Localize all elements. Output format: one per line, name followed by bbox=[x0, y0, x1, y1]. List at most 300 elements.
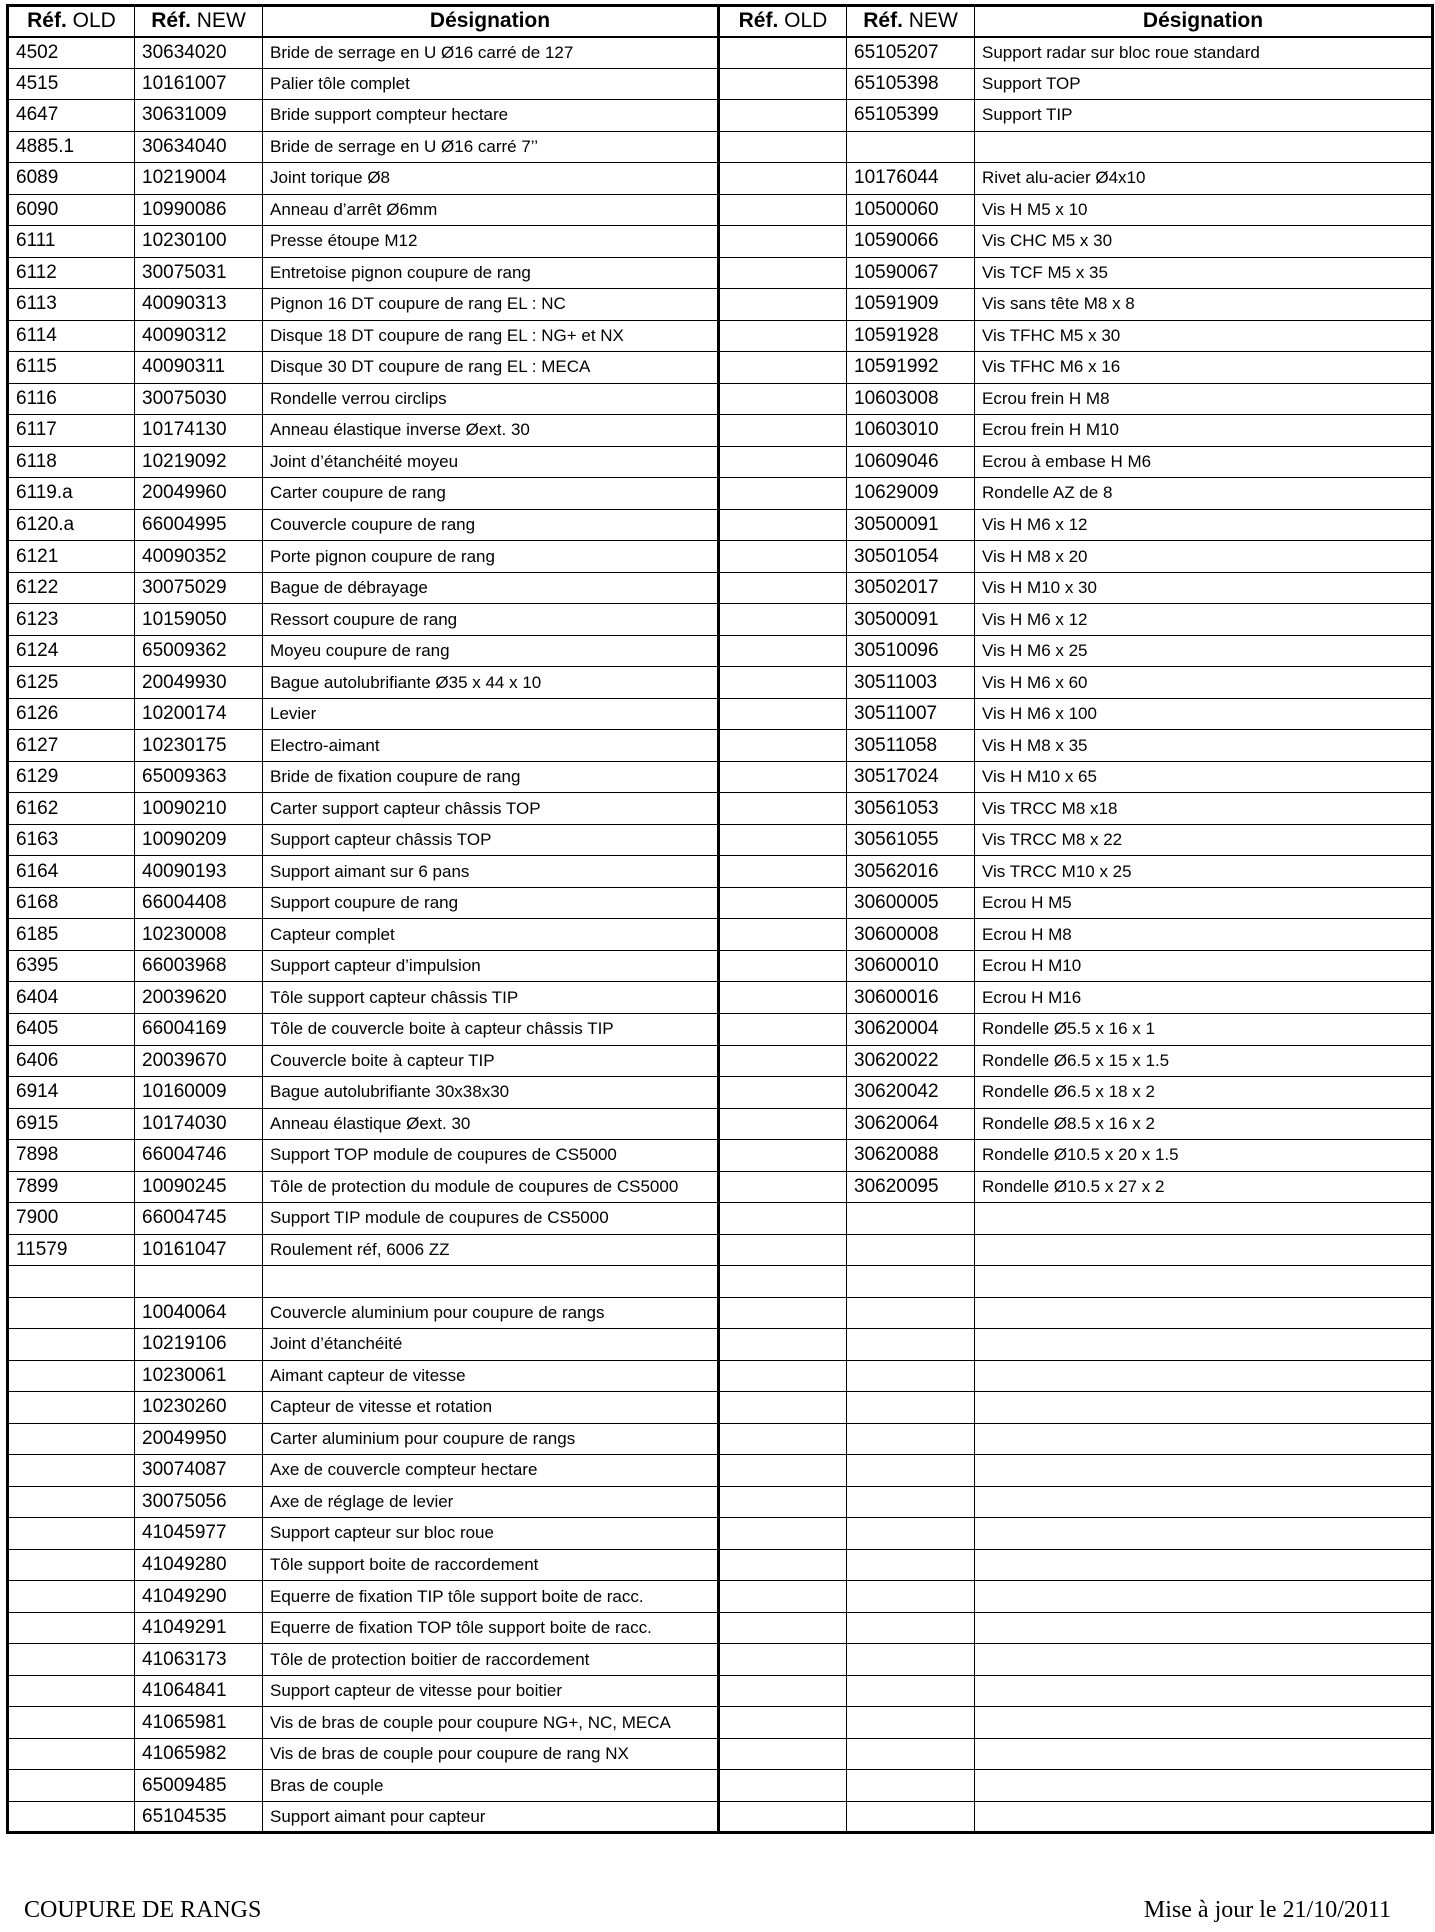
ref-old-cell-2 bbox=[719, 1581, 847, 1613]
designation-cell: Couvercle coupure de rang bbox=[263, 509, 719, 541]
ref-old-cell-2 bbox=[719, 1077, 847, 1109]
ref-old-cell-2 bbox=[719, 1455, 847, 1487]
table-row bbox=[8, 1486, 1433, 1518]
ref-old-cell-2 bbox=[719, 478, 847, 510]
ref-old-cell: 6119.a bbox=[8, 478, 135, 510]
ref-old-cell-2 bbox=[719, 1140, 847, 1172]
ref-old-cell-2 bbox=[719, 1486, 847, 1518]
designation-cell-2 bbox=[975, 1423, 1433, 1455]
table-row bbox=[8, 446, 1433, 478]
ref-new-cell: 41065981 bbox=[135, 1707, 263, 1739]
designation-cell-2: Vis TRCC M10 x 25 bbox=[975, 856, 1433, 888]
ref-old-cell-2 bbox=[719, 68, 847, 100]
ref-old-cell-2 bbox=[719, 1234, 847, 1266]
ref-old-cell-2 bbox=[719, 1329, 847, 1361]
designation-cell-2 bbox=[975, 1392, 1433, 1424]
ref-new-cell-2 bbox=[847, 1203, 975, 1235]
designation-cell: Support TIP module de coupures de CS5000 bbox=[263, 1203, 719, 1235]
ref-old-cell-2 bbox=[719, 698, 847, 730]
ref-old-cell-2 bbox=[719, 1675, 847, 1707]
table-row bbox=[8, 1801, 1433, 1833]
designation-cell: Carter coupure de rang bbox=[263, 478, 719, 510]
ref-new-cell: 10230100 bbox=[135, 226, 263, 258]
designation-cell-2 bbox=[975, 1360, 1433, 1392]
table-row bbox=[8, 68, 1433, 100]
designation-cell: Disque 30 DT coupure de rang EL : MECA bbox=[263, 352, 719, 384]
designation-cell-2: Ecrou H M16 bbox=[975, 982, 1433, 1014]
designation-cell-2 bbox=[975, 1329, 1433, 1361]
table-row bbox=[8, 352, 1433, 384]
designation-cell: Bras de couple bbox=[263, 1770, 719, 1802]
designation-cell: Tôle support boite de raccordement bbox=[263, 1549, 719, 1581]
ref-new-cell-2 bbox=[847, 1581, 975, 1613]
designation-cell-2 bbox=[975, 1455, 1433, 1487]
ref-new-cell-2: 30600008 bbox=[847, 919, 975, 951]
ref-old-cell: 6168 bbox=[8, 887, 135, 919]
designation-cell: Rondelle verrou circlips bbox=[263, 383, 719, 415]
ref-new-cell: 10159050 bbox=[135, 604, 263, 636]
ref-old-cell-2 bbox=[719, 289, 847, 321]
designation-cell-2: Vis CHC M5 x 30 bbox=[975, 226, 1433, 258]
designation-cell-2: Vis TFHC M5 x 30 bbox=[975, 320, 1433, 352]
ref-new-cell-2: 10609046 bbox=[847, 446, 975, 478]
ref-old-cell-2 bbox=[719, 950, 847, 982]
designation-cell: Roulement réf, 6006 ZZ bbox=[263, 1234, 719, 1266]
ref-new-cell: 66003968 bbox=[135, 950, 263, 982]
ref-old-cell-2 bbox=[719, 856, 847, 888]
ref-new-cell-2: 30620022 bbox=[847, 1045, 975, 1077]
ref-old-cell-2 bbox=[719, 541, 847, 573]
table-row bbox=[8, 1392, 1433, 1424]
ref-old-cell bbox=[8, 1581, 135, 1613]
table-row bbox=[8, 1171, 1433, 1203]
ref-new-cell-2: 30620042 bbox=[847, 1077, 975, 1109]
designation-cell-2: Vis H M6 x 12 bbox=[975, 509, 1433, 541]
designation-cell-2 bbox=[975, 1549, 1433, 1581]
table-row bbox=[8, 1707, 1433, 1739]
designation-cell: Carter aluminium pour coupure de rangs bbox=[263, 1423, 719, 1455]
ref-new-cell bbox=[135, 1266, 263, 1298]
designation-cell-2: Vis H M10 x 65 bbox=[975, 761, 1433, 793]
table-row bbox=[8, 1234, 1433, 1266]
ref-new-cell: 10230175 bbox=[135, 730, 263, 762]
designation-cell: Porte pignon coupure de rang bbox=[263, 541, 719, 573]
ref-old-cell: 6163 bbox=[8, 824, 135, 856]
table-row bbox=[8, 383, 1433, 415]
ref-old-cell: 6915 bbox=[8, 1108, 135, 1140]
designation-cell: Bague de débrayage bbox=[263, 572, 719, 604]
ref-new-cell-2 bbox=[847, 1518, 975, 1550]
ref-old-cell-2 bbox=[719, 1738, 847, 1770]
ref-old-cell: 6113 bbox=[8, 289, 135, 321]
ref-new-cell: 10090209 bbox=[135, 824, 263, 856]
ref-new-cell-2 bbox=[847, 1707, 975, 1739]
designation-cell-2: Rondelle Ø6.5 x 15 x 1.5 bbox=[975, 1045, 1433, 1077]
footer-section-title: COUPURE DE RANGS bbox=[24, 1897, 262, 1923]
ref-old-cell: 6406 bbox=[8, 1045, 135, 1077]
table-row bbox=[8, 1108, 1433, 1140]
ref-new-cell-2 bbox=[847, 1234, 975, 1266]
ref-new-cell: 10160009 bbox=[135, 1077, 263, 1109]
ref-new-cell-2: 10591992 bbox=[847, 352, 975, 384]
designation-cell-2: Rondelle AZ de 8 bbox=[975, 478, 1433, 510]
ref-old-cell-2 bbox=[719, 1770, 847, 1802]
designation-cell-2 bbox=[975, 1266, 1433, 1298]
ref-new-cell-2 bbox=[847, 1675, 975, 1707]
ref-new-cell-2: 30561053 bbox=[847, 793, 975, 825]
header-designation: Désignation bbox=[263, 6, 719, 37]
ref-new-cell-2 bbox=[847, 1738, 975, 1770]
designation-cell bbox=[263, 1266, 719, 1298]
designation-cell: Anneau d’arrêt Ø6mm bbox=[263, 194, 719, 226]
ref-old-cell bbox=[8, 1738, 135, 1770]
table-row bbox=[8, 856, 1433, 888]
ref-old-cell: 6121 bbox=[8, 541, 135, 573]
table-row bbox=[8, 1140, 1433, 1172]
designation-cell: Bride support compteur hectare bbox=[263, 100, 719, 132]
ref-new-cell: 10090245 bbox=[135, 1171, 263, 1203]
designation-cell: Equerre de fixation TIP tôle support boite de racc. bbox=[263, 1581, 719, 1613]
designation-cell-2 bbox=[975, 1707, 1433, 1739]
ref-old-cell bbox=[8, 1423, 135, 1455]
designation-cell-2: Vis H M6 x 60 bbox=[975, 667, 1433, 699]
ref-new-cell: 10161007 bbox=[135, 68, 263, 100]
designation-cell-2: Vis TRCC M8 x18 bbox=[975, 793, 1433, 825]
ref-new-cell-2 bbox=[847, 1423, 975, 1455]
ref-old-cell bbox=[8, 1644, 135, 1676]
ref-new-cell-2 bbox=[847, 1266, 975, 1298]
designation-cell-2 bbox=[975, 1612, 1433, 1644]
designation-cell-2 bbox=[975, 1581, 1433, 1613]
table-row bbox=[8, 824, 1433, 856]
ref-old-cell: 6127 bbox=[8, 730, 135, 762]
designation-cell-2 bbox=[975, 1297, 1433, 1329]
ref-new-cell: 66004995 bbox=[135, 509, 263, 541]
designation-cell: Bride de serrage en U Ø16 carré 7’’ bbox=[263, 131, 719, 163]
table-row bbox=[8, 163, 1433, 195]
ref-new-cell-2: 30502017 bbox=[847, 572, 975, 604]
designation-cell-2: Ecrou H M5 bbox=[975, 887, 1433, 919]
designation-cell-2: Vis TRCC M8 x 22 bbox=[975, 824, 1433, 856]
ref-new-cell: 40090352 bbox=[135, 541, 263, 573]
ref-old-cell bbox=[8, 1612, 135, 1644]
table-row bbox=[8, 1013, 1433, 1045]
ref-old-cell: 6112 bbox=[8, 257, 135, 289]
designation-cell: Bague autolubrifiante 30x38x30 bbox=[263, 1077, 719, 1109]
ref-new-cell-2 bbox=[847, 1486, 975, 1518]
designation-cell: Carter support capteur châssis TOP bbox=[263, 793, 719, 825]
designation-cell: Electro-aimant bbox=[263, 730, 719, 762]
ref-new-cell: 65104535 bbox=[135, 1801, 263, 1833]
ref-new-cell: 20039670 bbox=[135, 1045, 263, 1077]
ref-old-cell-2 bbox=[719, 1203, 847, 1235]
ref-new-cell-2: 10591928 bbox=[847, 320, 975, 352]
ref-new-cell-2: 65105399 bbox=[847, 100, 975, 132]
ref-old-cell-2 bbox=[719, 257, 847, 289]
ref-new-cell: 20039620 bbox=[135, 982, 263, 1014]
designation-cell-2 bbox=[975, 1675, 1433, 1707]
ref-new-cell: 66004746 bbox=[135, 1140, 263, 1172]
header-designation-2: Désignation bbox=[975, 6, 1433, 37]
designation-cell: Presse étoupe M12 bbox=[263, 226, 719, 258]
ref-old-cell: 6114 bbox=[8, 320, 135, 352]
ref-old-cell-2 bbox=[719, 320, 847, 352]
ref-old-cell-2 bbox=[719, 604, 847, 636]
ref-old-cell bbox=[8, 1266, 135, 1298]
ref-old-cell-2 bbox=[719, 1360, 847, 1392]
ref-new-cell-2: 30500091 bbox=[847, 509, 975, 541]
ref-old-cell: 11579 bbox=[8, 1234, 135, 1266]
ref-new-cell-2 bbox=[847, 1801, 975, 1833]
designation-cell: Equerre de fixation TOP tôle support boite de racc. bbox=[263, 1612, 719, 1644]
designation-cell: Support TOP module de coupures de CS5000 bbox=[263, 1140, 719, 1172]
ref-old-cell-2 bbox=[719, 667, 847, 699]
table-row bbox=[8, 37, 1433, 69]
ref-old-cell: 7899 bbox=[8, 1171, 135, 1203]
table-row bbox=[8, 1675, 1433, 1707]
ref-old-cell bbox=[8, 1770, 135, 1802]
designation-cell: Vis de bras de couple pour coupure de rang NX bbox=[263, 1738, 719, 1770]
ref-old-cell-2 bbox=[719, 226, 847, 258]
designation-cell-2: Vis sans tête M8 x 8 bbox=[975, 289, 1433, 321]
table-row bbox=[8, 289, 1433, 321]
ref-old-cell-2 bbox=[719, 887, 847, 919]
table-row bbox=[8, 950, 1433, 982]
designation-cell: Capteur de vitesse et rotation bbox=[263, 1392, 719, 1424]
designation-cell-2: Support TIP bbox=[975, 100, 1433, 132]
ref-new-cell-2: 30501054 bbox=[847, 541, 975, 573]
table-row bbox=[8, 572, 1433, 604]
ref-new-cell: 41049290 bbox=[135, 1581, 263, 1613]
ref-new-cell-2 bbox=[847, 1297, 975, 1329]
ref-old-cell-2 bbox=[719, 919, 847, 951]
ref-new-cell-2 bbox=[847, 1549, 975, 1581]
table-row bbox=[8, 698, 1433, 730]
ref-old-cell: 6089 bbox=[8, 163, 135, 195]
ref-old-cell: 6405 bbox=[8, 1013, 135, 1045]
ref-new-cell-2: 30517024 bbox=[847, 761, 975, 793]
ref-new-cell-2: 10500060 bbox=[847, 194, 975, 226]
ref-new-cell-2 bbox=[847, 1329, 975, 1361]
table-row bbox=[8, 1266, 1433, 1298]
designation-cell-2: Ecrou H M8 bbox=[975, 919, 1433, 951]
ref-new-cell: 10230260 bbox=[135, 1392, 263, 1424]
table-row bbox=[8, 793, 1433, 825]
designation-cell: Aimant capteur de vitesse bbox=[263, 1360, 719, 1392]
ref-old-cell: 6090 bbox=[8, 194, 135, 226]
header-row bbox=[8, 6, 1433, 37]
designation-cell: Tôle de protection boitier de raccordement bbox=[263, 1644, 719, 1676]
designation-cell-2: Vis H M6 x 100 bbox=[975, 698, 1433, 730]
table-row bbox=[8, 1612, 1433, 1644]
ref-new-cell: 65009363 bbox=[135, 761, 263, 793]
ref-new-cell-2: 30561055 bbox=[847, 824, 975, 856]
ref-old-cell: 4515 bbox=[8, 68, 135, 100]
designation-cell-2: Rondelle Ø6.5 x 18 x 2 bbox=[975, 1077, 1433, 1109]
designation-cell-2: Rondelle Ø10.5 x 27 x 2 bbox=[975, 1171, 1433, 1203]
ref-new-cell: 65009362 bbox=[135, 635, 263, 667]
designation-cell: Joint torique Ø8 bbox=[263, 163, 719, 195]
ref-old-cell: 6395 bbox=[8, 950, 135, 982]
designation-cell: Capteur complet bbox=[263, 919, 719, 951]
ref-new-cell: 10174030 bbox=[135, 1108, 263, 1140]
table-row bbox=[8, 100, 1433, 132]
ref-new-cell: 30075056 bbox=[135, 1486, 263, 1518]
table-row bbox=[8, 509, 1433, 541]
designation-cell: Anneau élastique Øext. 30 bbox=[263, 1108, 719, 1140]
header-ref-old-2: Réf. OLD bbox=[719, 6, 847, 37]
designation-cell-2: Ecrou frein H M8 bbox=[975, 383, 1433, 415]
designation-cell-2 bbox=[975, 1770, 1433, 1802]
ref-new-cell: 30631009 bbox=[135, 100, 263, 132]
ref-new-cell-2 bbox=[847, 1392, 975, 1424]
ref-new-cell: 41045977 bbox=[135, 1518, 263, 1550]
ref-old-cell-2 bbox=[719, 1612, 847, 1644]
table-row bbox=[8, 541, 1433, 573]
ref-new-cell-2: 30511007 bbox=[847, 698, 975, 730]
table-row bbox=[8, 415, 1433, 447]
header-ref-new-2: Réf. NEW bbox=[847, 6, 975, 37]
ref-old-cell: 6116 bbox=[8, 383, 135, 415]
ref-old-cell: 6118 bbox=[8, 446, 135, 478]
designation-cell-2 bbox=[975, 1486, 1433, 1518]
ref-new-cell-2: 30511003 bbox=[847, 667, 975, 699]
ref-old-cell-2 bbox=[719, 1518, 847, 1550]
ref-new-cell: 41063173 bbox=[135, 1644, 263, 1676]
designation-cell: Pignon 16 DT coupure de rang EL : NC bbox=[263, 289, 719, 321]
designation-cell-2 bbox=[975, 1738, 1433, 1770]
ref-new-cell-2: 10591909 bbox=[847, 289, 975, 321]
ref-old-cell: 6162 bbox=[8, 793, 135, 825]
designation-cell: Vis de bras de couple pour coupure NG+, NC, MECA bbox=[263, 1707, 719, 1739]
ref-old-cell: 6185 bbox=[8, 919, 135, 951]
ref-old-cell bbox=[8, 1675, 135, 1707]
table-row bbox=[8, 667, 1433, 699]
ref-old-cell-2 bbox=[719, 635, 847, 667]
ref-new-cell-2: 30510096 bbox=[847, 635, 975, 667]
ref-new-cell: 20049950 bbox=[135, 1423, 263, 1455]
designation-cell: Moyeu coupure de rang bbox=[263, 635, 719, 667]
ref-new-cell: 41049291 bbox=[135, 1612, 263, 1644]
ref-old-cell: 6404 bbox=[8, 982, 135, 1014]
ref-new-cell-2 bbox=[847, 1360, 975, 1392]
ref-old-cell bbox=[8, 1392, 135, 1424]
designation-cell-2: Rondelle Ø10.5 x 20 x 1.5 bbox=[975, 1140, 1433, 1172]
ref-old-cell-2 bbox=[719, 572, 847, 604]
footer-update-date: Mise à jour le 21/10/2011 bbox=[1143, 1897, 1391, 1923]
ref-old-cell: 6120.a bbox=[8, 509, 135, 541]
designation-cell-2 bbox=[975, 1518, 1433, 1550]
ref-old-cell: 4647 bbox=[8, 100, 135, 132]
ref-new-cell: 10230061 bbox=[135, 1360, 263, 1392]
designation-cell-2 bbox=[975, 131, 1433, 163]
ref-old-cell-2 bbox=[719, 1108, 847, 1140]
table-row bbox=[8, 1423, 1433, 1455]
designation-cell-2: Vis H M5 x 10 bbox=[975, 194, 1433, 226]
ref-new-cell: 10040064 bbox=[135, 1297, 263, 1329]
ref-old-cell bbox=[8, 1486, 135, 1518]
ref-new-cell-2: 30562016 bbox=[847, 856, 975, 888]
ref-old-cell-2 bbox=[719, 1013, 847, 1045]
ref-new-cell-2: 30511058 bbox=[847, 730, 975, 762]
ref-new-cell: 30075029 bbox=[135, 572, 263, 604]
ref-new-cell: 65009485 bbox=[135, 1770, 263, 1802]
ref-new-cell-2 bbox=[847, 1644, 975, 1676]
table-row bbox=[8, 730, 1433, 762]
ref-old-cell: 7898 bbox=[8, 1140, 135, 1172]
designation-cell: Bride de fixation coupure de rang bbox=[263, 761, 719, 793]
designation-cell: Support capteur châssis TOP bbox=[263, 824, 719, 856]
ref-old-cell-2 bbox=[719, 793, 847, 825]
ref-old-cell-2 bbox=[719, 163, 847, 195]
ref-new-cell-2: 30600010 bbox=[847, 950, 975, 982]
designation-cell: Joint d’étanchéité bbox=[263, 1329, 719, 1361]
ref-new-cell: 30075030 bbox=[135, 383, 263, 415]
ref-old-cell: 6111 bbox=[8, 226, 135, 258]
designation-cell-2: Ecrou H M10 bbox=[975, 950, 1433, 982]
ref-old-cell: 6164 bbox=[8, 856, 135, 888]
ref-new-cell-2: 30620064 bbox=[847, 1108, 975, 1140]
designation-cell: Tôle support capteur châssis TIP bbox=[263, 982, 719, 1014]
ref-old-cell-2 bbox=[719, 352, 847, 384]
ref-old-cell: 6129 bbox=[8, 761, 135, 793]
table-row bbox=[8, 1329, 1433, 1361]
designation-cell: Support capteur sur bloc roue bbox=[263, 1518, 719, 1550]
designation-cell: Bride de serrage en U Ø16 carré de 127 bbox=[263, 37, 719, 69]
designation-cell-2 bbox=[975, 1801, 1433, 1833]
ref-old-cell-2 bbox=[719, 1045, 847, 1077]
ref-new-cell: 40090312 bbox=[135, 320, 263, 352]
table-row bbox=[8, 226, 1433, 258]
ref-new-cell: 10219106 bbox=[135, 1329, 263, 1361]
ref-new-cell-2 bbox=[847, 1612, 975, 1644]
ref-old-cell bbox=[8, 1297, 135, 1329]
ref-new-cell: 20049930 bbox=[135, 667, 263, 699]
designation-cell-2: Vis H M6 x 12 bbox=[975, 604, 1433, 636]
ref-old-cell-2 bbox=[719, 1549, 847, 1581]
ref-old-cell bbox=[8, 1549, 135, 1581]
table-row bbox=[8, 1518, 1433, 1550]
parts-table bbox=[6, 4, 1434, 1834]
table-row bbox=[8, 1045, 1433, 1077]
designation-cell: Ressort coupure de rang bbox=[263, 604, 719, 636]
table-row bbox=[8, 761, 1433, 793]
ref-new-cell: 10161047 bbox=[135, 1234, 263, 1266]
table-row bbox=[8, 1360, 1433, 1392]
ref-new-cell: 30074087 bbox=[135, 1455, 263, 1487]
ref-new-cell: 30075031 bbox=[135, 257, 263, 289]
ref-old-cell-2 bbox=[719, 194, 847, 226]
ref-new-cell-2: 10603008 bbox=[847, 383, 975, 415]
table-row bbox=[8, 1581, 1433, 1613]
ref-old-cell-2 bbox=[719, 982, 847, 1014]
ref-old-cell-2 bbox=[719, 1171, 847, 1203]
table-row bbox=[8, 194, 1433, 226]
ref-new-cell: 40090193 bbox=[135, 856, 263, 888]
ref-old-cell: 6126 bbox=[8, 698, 135, 730]
ref-old-cell: 4885.1 bbox=[8, 131, 135, 163]
ref-new-cell: 10219004 bbox=[135, 163, 263, 195]
ref-old-cell-2 bbox=[719, 761, 847, 793]
ref-new-cell-2: 65105398 bbox=[847, 68, 975, 100]
ref-old-cell-2 bbox=[719, 37, 847, 69]
ref-new-cell: 10219092 bbox=[135, 446, 263, 478]
ref-old-cell bbox=[8, 1801, 135, 1833]
ref-old-cell-2 bbox=[719, 1644, 847, 1676]
ref-new-cell: 10174130 bbox=[135, 415, 263, 447]
table-row bbox=[8, 635, 1433, 667]
ref-old-cell bbox=[8, 1360, 135, 1392]
